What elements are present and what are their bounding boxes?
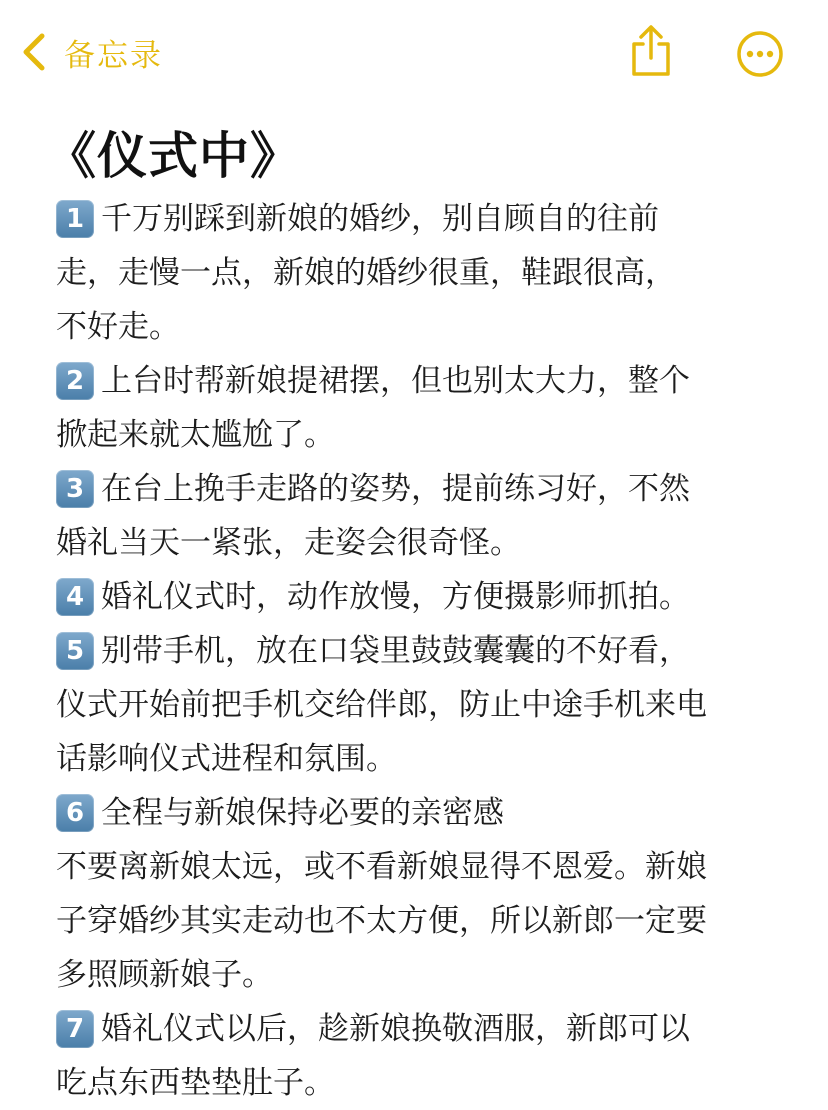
note-line (56, 894, 772, 948)
note-line (56, 1002, 772, 1056)
more-options-icon[interactable] (736, 30, 784, 78)
number-emoji-icon: 2 (56, 362, 94, 400)
note-line-text: 仪式开始前把手机交给伴郎，防止中途手机来电 (56, 687, 707, 723)
share-icon[interactable] (628, 24, 674, 78)
note-line-text: 婚礼仪式以后，趁新娘换敬酒服，新郎可以 (101, 1011, 690, 1047)
note-line (56, 516, 772, 570)
note-line (56, 678, 772, 732)
note-line (56, 624, 772, 678)
note-line (56, 246, 772, 300)
note-line (56, 786, 772, 840)
note-line-text: 别带手机，放在口袋里鼓鼓囊囊的不好看， (101, 633, 690, 669)
note-line (56, 1056, 772, 1110)
note-line-text: 走，走慢一点，新娘的婚纱很重，鞋跟很高， (56, 255, 676, 291)
note-line-text: 婚礼当天一紧张，走姿会很奇怪。 (56, 525, 521, 561)
note-line (56, 570, 772, 624)
note-line (56, 948, 772, 1002)
note-line (56, 354, 772, 408)
note-line-text: 千万别踩到新娘的婚纱，别自顾自的往前 (101, 201, 659, 237)
note-line (56, 408, 772, 462)
note-body[interactable] (56, 192, 772, 1110)
note-line-text: 吃点东西垫垫肚子。 (56, 1065, 335, 1101)
number-emoji-icon: 5 (56, 632, 94, 670)
note-line (56, 300, 772, 354)
number-emoji-icon: 4 (56, 578, 94, 616)
number-emoji-icon: 6 (56, 794, 94, 832)
note-line-text: 掀起来就太尴尬了。 (56, 417, 335, 453)
navigation-bar (0, 0, 828, 104)
note-line-text: 子穿婚纱其实走动也不太方便，所以新郎一定要 (56, 903, 707, 939)
note-line-text: 上台时帮新娘提裙摆，但也别太大力，整个 (101, 363, 690, 399)
note-line (56, 462, 772, 516)
back-button[interactable] (18, 28, 163, 76)
note-line (56, 840, 772, 894)
note-line-text: 全程与新娘保持必要的亲密感 (101, 795, 504, 831)
note-line-text: 不要离新娘太远，或不看新娘显得不恩爱。新娘 (56, 849, 707, 885)
note-title: 《仪式中》 (46, 127, 301, 185)
note-line-text: 不好走。 (56, 309, 180, 345)
chevron-left-icon (18, 32, 52, 72)
number-emoji-icon: 1 (56, 200, 94, 238)
note-line (56, 732, 772, 786)
back-button-label: 备忘录 (64, 37, 163, 74)
note-line-text: 话影响仪式进程和氛围。 (56, 741, 397, 777)
note-line-text: 在台上挽手走路的姿势，提前练习好，不然 (101, 471, 690, 507)
note-line (56, 192, 772, 246)
number-emoji-icon: 3 (56, 470, 94, 508)
note-line-text: 婚礼仪式时，动作放慢，方便摄影师抓拍。 (101, 579, 690, 615)
note-line-text: 多照顾新娘子。 (56, 957, 273, 993)
number-emoji-icon: 7 (56, 1010, 94, 1048)
